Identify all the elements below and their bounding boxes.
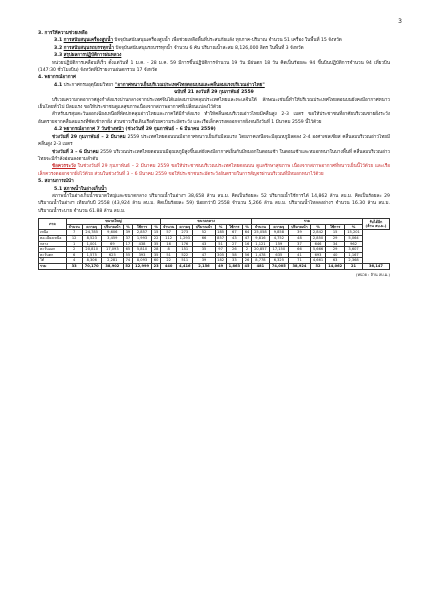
table-cell: 1,001	[82, 241, 101, 247]
table-cell: 9,816	[252, 235, 270, 241]
table-cell: 39	[288, 230, 310, 236]
section-4-1-heading: 4.1 ประกาศกรมอุตุนิยมวิทยา "อากาศหนาวเย็นบริเวณประเทศไทยตอนบนและคลื่นลมแรงบริเวณอ่าวไทย"	[54, 82, 265, 88]
table-cell: 43	[193, 241, 215, 247]
table-cell: 5,810	[132, 247, 151, 253]
table-cell: 1,863	[226, 263, 242, 269]
forecast-period-2: ช่วงวันที่ 3 – 6 มีนาคม 2559 บริเวณประเทศไทยตอนบนมีอุณหภูมิสูงขึ้นแต่ยังคงมีอากาศเย็นกับมีหมอกในตอนเช้า ในตอนเช้าและหมอกหนาในบางพื้นที่ คลื่นลมบริเวณอ่าวไทยจะมีกำลังอ่อนลงตามลำดับ	[38, 149, 390, 162]
table-cell: 17,150	[269, 247, 288, 253]
table-cell: 693	[310, 252, 325, 258]
table-cell: 1,993	[132, 235, 151, 241]
table-cell: 65	[123, 247, 132, 253]
table-cell: 9,858	[269, 230, 288, 236]
table-cell: 21	[345, 263, 363, 269]
th-sub-2-5: %	[345, 224, 363, 230]
th-sub-0-5: %	[152, 224, 161, 230]
table-cell: 4	[66, 258, 82, 264]
document-body	[38, 30, 390, 278]
table-cell: 2,281	[101, 258, 123, 264]
table-row	[39, 263, 390, 269]
th-region: ภาค	[39, 219, 67, 230]
table-cell: 52	[193, 230, 215, 236]
table-cell: 74	[123, 258, 132, 264]
table-cell: 70,170	[82, 263, 101, 269]
region-cell: ตะวันตก	[39, 252, 67, 258]
th-sub-2-0: จำนวน	[252, 224, 270, 230]
th-sub-1-3: %	[215, 224, 226, 230]
table-cell: 5,064	[345, 235, 363, 241]
table-cell: 67	[226, 230, 242, 236]
th-total-group: รวม	[252, 219, 363, 225]
table-cell: 26	[226, 247, 242, 253]
th-sub-2-4: ใช้การ	[326, 224, 345, 230]
table-cell: 51	[161, 252, 177, 258]
table-cell: 66	[193, 235, 215, 241]
table-cell: 39	[123, 230, 132, 236]
table-cell: 12,999	[132, 263, 151, 269]
table-cell: 37	[288, 241, 310, 247]
table-cell: 22	[152, 235, 161, 241]
table-cell: 646	[310, 241, 325, 247]
th-sub-0-2: ปริมาณน้ำ	[101, 224, 123, 230]
table-cell: 6	[66, 252, 82, 258]
section-4-1-issue: ฉบับที่ 21 ลงวันที่ 29 กุมภาพันธ์ 2559	[174, 90, 254, 96]
th-sub-2-3: %	[310, 224, 325, 230]
section-3-3-text: หน่วยปฏิบัติการเคลื่อนที่เร็ว ตั้งแต่วันที่ 1 ม.ค. - 28 ม.ค. 59 มีการขึ้นปฏิบัติการจำนวน 19 วัน มีฝนตก 18 วัน คิดเป็นร้อยละ 94 ขึ้นบินปฏิบัติการจำนวน 94 เที่ยวบิน (147:30 ชั่วโมงบิน) จังหวัดที่มีรายงานฝนตกรวม 17 จังหวัด	[38, 60, 390, 74]
th-sub-1-0: จำนวน	[161, 224, 177, 230]
section-4-1-para-2: สำหรับมรสุมตะวันออกเฉียงเหนือที่พัดปกคลุมอ่าวไทยและภาคใต้มีกำลังแรง ทำให้คลื่นลมบริเวณอ่าวไทยมีคลื่นสูง 2-3 เมตร ขอให้ประชาชนที่อาศัยบริเวณชายฝั่งระวังอันตรายจากคลื่นลมแรงที่ซัดเข้าหาฝั่ง ส่วนชาวเรือเดินเรือด้วยความระมัดระวัง และเรือเล็กควรงดออกจากฝั่งจนถึงวันที่ 1 มีนาคม 2559 นี้ไว้ด้วย	[38, 112, 390, 125]
table-cell: 1	[66, 241, 82, 247]
forecast-advisory: ข้อควรระวัง ในช่วงวันที่ 29 กุมภาพันธ์ – 2 มีนาคม 2559 ขอให้ประชาชนบริเวณประเทศไทยตอนบน ดูแลรักษาสุขภาพ เนื่องจากสภาพอากาศที่หนาวเย็นนี้ไว้ด้วย และเรือเล็กควรงดออกจากฝั่งไว้ด้วย ส่วนในช่วงวันที่ 3 – 6 มีนาคม 2559 ขอให้ประชาชนระมัดระวังอันตรายในการสัญจรผ่านบริเวณที่มีหมอกหนาไว้ด้วย	[38, 164, 390, 177]
table-cell: 17	[123, 241, 132, 247]
table-cell: 159	[269, 241, 288, 247]
table-cell: 28	[152, 247, 161, 253]
table-cell: 52	[123, 263, 132, 269]
table-unit-note: (หน่วย : ล้าน ลบ.ม.)	[355, 271, 390, 277]
region-cell: กลาง	[39, 241, 67, 247]
table-cell: 97	[215, 247, 226, 253]
table-cell: 24,785	[82, 230, 101, 236]
table-cell: 112	[161, 235, 177, 241]
th-sub-1-4: ใช้การ	[226, 224, 242, 230]
table-cell: 182	[215, 258, 226, 264]
th-sub-0-1: ความจุ	[82, 224, 101, 230]
region-cell: ใต้	[39, 258, 67, 264]
table-cell: 71	[288, 258, 310, 264]
table-cell: 185	[215, 230, 226, 236]
table-cell: 26	[243, 258, 252, 264]
table-cell: 2,850	[310, 235, 325, 241]
table-cell: 481	[252, 263, 270, 269]
table-cell: 51	[215, 241, 226, 247]
table-cell: 273	[177, 230, 193, 236]
table-cell: 49	[215, 263, 226, 269]
table-cell: 3,459	[101, 235, 123, 241]
table-cell: 47	[243, 235, 252, 241]
section-5-1-heading: 5.1 สภาพน้ำในอ่างเก็บน้ำ	[54, 186, 107, 192]
section-3-1: 3.1 การสนับสนุนเครื่องสูบน้ำ ปัจจุบันสนับสนุนเครื่องสูบน้ำ เพื่อช่วยเหลือพื้นที่ประสบภัยแล้ง ทุกภาค-ปริมาณ จำนวน 51 เครื่อง ในพื้นที่ 15 จังหวัด	[54, 38, 342, 44]
section-5-1-para: สภาพน้ำในอ่างเก็บน้ำขนาดใหญ่และขนาดกลาง ปริมาณน้ำในอ่างฯ 38,658 ล้าน ลบ.ม. คิดเป็นร้อยละ 52 ปริมาณน้ำใช้การได้ 14,862 ล้าน ลบ.ม. คิดเป็นร้อยละ 29 ปริมาณน้ำในอ่างฯ เทียบกับปี 2558 (43,924 ล้าน ลบ.ม. คิดเป็นร้อยละ 59) น้อยกว่าปี 2558 จำนวน 5,266 ล้าน ลบ.ม. ปริมาณน้ำไหลลงอ่างฯ จำนวน 16.30 ล้าน ลบ.ม. ปริมาณน้ำระบาย จำนวน 61.88 ล้าน ลบ.ม.	[38, 193, 390, 214]
th-large: ขนาดใหญ่	[66, 219, 161, 225]
table-cell: 15	[152, 230, 161, 236]
table-cell: 27	[226, 241, 242, 247]
table-cell: 66	[288, 247, 310, 253]
table-cell: 37	[123, 235, 132, 241]
section-4-2-heading: 4.2 พยากรณ์อากาศ 7 วันข้างหน้า (ช่วงวันที่ 29 กุมภาพันธ์ – 6 มีนาคม 2559)	[54, 127, 216, 133]
table-cell: 511	[177, 258, 193, 264]
table-cell: 176	[177, 241, 193, 247]
table-cell: 305	[215, 252, 226, 258]
table-cell: 16	[161, 241, 177, 247]
table-cell: 33	[226, 258, 242, 264]
table-cell: 8,778	[252, 258, 270, 264]
table-cell: 63	[326, 258, 345, 264]
table-cell: 22	[161, 258, 177, 264]
th-sub-1-1: ความจุ	[177, 224, 193, 230]
region-cell: ตอ.เฉียงเหนือ	[39, 235, 67, 241]
table-cell: 23	[152, 263, 161, 269]
table-cell: 69	[101, 241, 123, 247]
table-cell: 8	[161, 247, 177, 253]
table-cell: 1,575	[82, 252, 101, 258]
table-cell: 1,293	[177, 235, 193, 241]
table-cell: 56	[243, 252, 252, 258]
table-cell: 33	[66, 263, 82, 269]
table-cell: 20,857	[252, 247, 270, 253]
table-cell: 2,857	[132, 230, 151, 236]
th-sub-1-2: ปริมาณน้ำ	[193, 224, 215, 230]
table-cell: 57	[161, 230, 177, 236]
section-4-1-para-1: บริเวณความกดอากาศสูงกำลังแรงปานกลางจากประเทศจีนได้แผ่ลงมาปกคลุมประเทศไทยและทะเลจีนใต้ ลักษณะเช่นนี้ทำให้บริเวณประเทศไทยตอนบนยังคงมีอากาศหนาวเย็นโดยทั่วไป มีลมแรง ขอให้ประชาชนดูแลสุขภาพเนื่องจากสภาพอากาศที่เปลี่ยนแปลงไว้ด้วย	[38, 97, 390, 111]
table-cell: 74,005	[269, 263, 288, 269]
th-sub-1-5: %	[243, 224, 252, 230]
table-cell: 55	[123, 252, 132, 258]
table-cell: 4,752	[269, 235, 288, 241]
table-cell: 4,661	[310, 258, 325, 264]
table-cell: 14,062	[326, 263, 345, 269]
table-cell: 15,201	[345, 230, 363, 236]
section-3-3-heading: 3.3 สรุปผลการปฏิบัติการฝนหลวง	[54, 53, 122, 59]
table-cell: 2	[66, 247, 82, 253]
table-cell: 8,523	[82, 235, 101, 241]
table-cell: 35	[152, 241, 161, 247]
table-cell: 5,666	[310, 247, 325, 253]
table-cell: 47	[193, 252, 215, 258]
table-cell: 35	[193, 247, 215, 253]
table-cell: 20,810	[82, 247, 101, 253]
table-cell: 2	[243, 247, 252, 253]
reservoir-table	[38, 218, 390, 269]
region-cell: เหนือ	[39, 230, 67, 236]
th-sub-2-1: ความจุ	[269, 224, 288, 230]
region-cell: รวม	[39, 263, 67, 269]
page-number: 3	[398, 18, 402, 25]
table-cell: 60	[152, 258, 161, 264]
th-receivable: รับได้อีก (ล้าน ลบ.ม.)	[362, 219, 389, 230]
table-cell: 7	[66, 230, 82, 236]
region-cell: ตะวันออก	[39, 247, 67, 253]
table-cell: 45	[243, 263, 252, 269]
table-cell: 151	[177, 247, 193, 253]
table-cell: 41	[288, 252, 310, 258]
table-cell: 962	[345, 241, 363, 247]
table-cell: 2,368	[345, 258, 363, 264]
table-cell: 3,607	[345, 247, 363, 253]
table-cell: 393	[132, 252, 151, 258]
table-cell: 12	[66, 235, 82, 241]
table-cell: 35	[152, 252, 161, 258]
section-3-heading: 3. การให้ความช่วยเหลือ	[38, 31, 88, 36]
table-cell: 36,147	[362, 263, 389, 269]
table-cell: 43	[226, 235, 242, 241]
table-cell: 4,416	[177, 263, 193, 269]
table-cell: 440	[161, 263, 177, 269]
table-cell: 40	[326, 252, 345, 258]
section-5-heading: 5. สถานการณ์น้ำ	[38, 179, 74, 185]
table-cell: 34	[326, 241, 345, 247]
table-cell: 1,478	[252, 252, 270, 258]
table-cell: 64	[243, 230, 252, 236]
section-3-2: 3.2 การสนับสนุนรถบรรทุกน้ำ ปัจจุบันสนับสนุนรถบรรทุกน้ำ จำนวน 6 คัน ปริมาณน้ำสะสม 8,126,000 ลิตร ในพื้นที่ 3 จังหวัด	[54, 45, 304, 51]
th-sub-0-4: ใช้การ	[132, 224, 151, 230]
table-cell: 857	[215, 235, 226, 241]
th-medium: ขนาดกลาง	[161, 219, 252, 225]
table-cell: 9,606	[101, 230, 123, 236]
table-cell: 25,058	[252, 230, 270, 236]
table-cell: 1,167	[345, 252, 363, 258]
table-cell: 52	[310, 263, 325, 269]
table-cell: 29	[326, 235, 345, 241]
table-cell: 8,306	[82, 258, 101, 264]
table-cell: 15	[326, 230, 345, 236]
table-cell: 38,924	[288, 263, 310, 269]
th-sub-0-0: จำนวน	[66, 224, 82, 230]
table-cell: 2,156	[193, 263, 215, 269]
table-cell: 58	[226, 252, 242, 258]
th-sub-2-2: ปริมาณน้ำ	[288, 224, 310, 230]
table-cell: 16	[243, 241, 252, 247]
table-cell: 6,325	[269, 258, 288, 264]
table-cell: 625	[101, 252, 123, 258]
table-cell: 39	[193, 258, 215, 264]
table-cell: 522	[177, 252, 193, 258]
th-sub-0-3: %	[123, 224, 132, 230]
table-cell: 1,121	[252, 241, 270, 247]
table-cell: 635	[269, 252, 288, 258]
table-cell: 48	[288, 235, 310, 241]
section-4-heading: 4. พยากรณ์อากาศ	[38, 75, 76, 81]
table-cell: 17,093	[101, 247, 123, 253]
table-cell: 29	[326, 247, 345, 253]
table-cell: 38,902	[101, 263, 123, 269]
table-cell: 438	[132, 241, 151, 247]
table-cell: 8,093	[132, 258, 151, 264]
forecast-period-1: ช่วงวันที่ 29 กุมภาพันธ์ – 2 มีนาคม 2559 ประเทศไทยตอนบนมีอากาศหนาวเย็นกับมีลมแรง โดยภาคเหนือจะมีอุณหภูมิลดลง 2-4 องศาเซลเซียส คลื่นลมบริเวณอ่าวไทยมีคลื่นสูง 2-3 เมตร	[38, 134, 390, 148]
table-cell: 2,842	[310, 230, 325, 236]
